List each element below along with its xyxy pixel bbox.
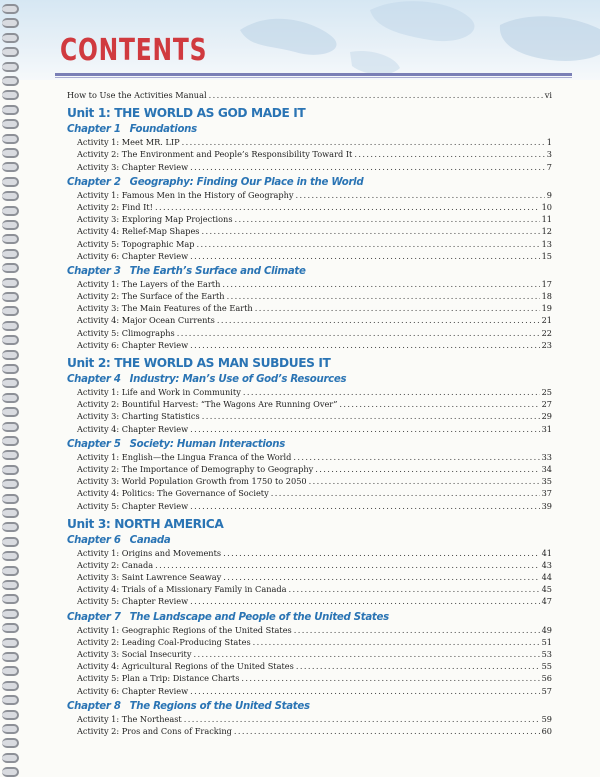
- toc-entry[interactable]: [67, 636, 552, 648]
- entry-page: 51: [541, 636, 552, 647]
- entry-label: Activity 1: English—the Lingua Franca of the World: [77, 451, 292, 462]
- dot-leader: [309, 475, 540, 487]
- entry-page: 35: [541, 476, 552, 487]
- spiral-ring: [0, 146, 20, 158]
- toc-entry[interactable]: [67, 410, 552, 422]
- dot-leader: [227, 290, 540, 302]
- spiral-binding: [0, 0, 22, 767]
- dot-leader: [241, 672, 539, 684]
- entry-page: 41: [541, 547, 552, 558]
- entry-page: 43: [541, 559, 552, 570]
- dot-leader: [223, 571, 539, 583]
- dot-leader: [243, 386, 540, 398]
- chapter-number: Chapter 1: [67, 124, 121, 136]
- entry-page: 3: [546, 149, 552, 160]
- spiral-ring: [0, 463, 20, 475]
- entry-page: 22: [541, 327, 552, 338]
- entry-page: 60: [541, 725, 552, 736]
- toc-entry[interactable]: [67, 290, 552, 302]
- entry-label: Activity 4: Trials of a Missionary Family in Canada: [77, 584, 287, 595]
- spiral-ring: [0, 448, 20, 460]
- toc-entry[interactable]: [67, 672, 552, 684]
- dot-leader: [155, 201, 540, 213]
- toc-entry[interactable]: [67, 547, 552, 559]
- entry-page: 17: [541, 278, 552, 289]
- toc-entry[interactable]: [67, 685, 552, 697]
- spiral-ring: [0, 261, 20, 273]
- toc-entry[interactable]: [67, 571, 552, 583]
- spiral-ring: [0, 16, 20, 28]
- title-rule: [55, 73, 572, 76]
- chapter-number: Chapter 8: [67, 700, 121, 712]
- chapter-number: Chapter 2: [67, 176, 121, 188]
- entry-page: 57: [541, 685, 552, 696]
- unit-heading: Unit 2: THE WORLD AS MAN SUBDUES IT: [67, 356, 331, 370]
- entry-page: 49: [541, 624, 552, 635]
- dot-leader: [293, 451, 539, 463]
- entry-page: 15: [541, 250, 552, 261]
- spiral-ring: [0, 132, 20, 144]
- spiral-ring: [0, 722, 20, 734]
- toc-entry[interactable]: [67, 660, 552, 672]
- dot-leader: [253, 636, 540, 648]
- spiral-ring: [0, 679, 20, 691]
- entry-page: 19: [541, 303, 552, 314]
- chapter-heading: [67, 438, 552, 451]
- world-map-background: [200, 0, 600, 80]
- entry-label: Activity 4: Politics: The Governance of Society: [77, 488, 269, 499]
- dot-leader: [182, 136, 545, 148]
- toc-entry[interactable]: [67, 148, 552, 160]
- spiral-ring: [0, 189, 20, 201]
- entry-label: Activity 4: Relief-Map Shapes: [77, 226, 200, 237]
- toc-entry[interactable]: [67, 250, 552, 262]
- spiral-ring: [0, 693, 20, 705]
- entry-label: Activity 3: World Population Growth from 1750 to 2050: [77, 476, 307, 487]
- page-title: CONTENTS: [60, 33, 208, 68]
- entry-page: 33: [541, 451, 552, 462]
- dot-leader: [271, 487, 540, 499]
- dot-leader: [235, 213, 540, 225]
- entry-page: 23: [541, 339, 552, 350]
- toc-entry[interactable]: [67, 500, 552, 512]
- entry-label: Activity 2: Pros and Cons of Fracking: [77, 725, 232, 736]
- dot-leader: [315, 463, 539, 475]
- entry-label: Activity 3: Chapter Review: [77, 161, 189, 172]
- toc-entry[interactable]: [67, 386, 552, 398]
- dot-leader: [223, 547, 540, 559]
- spiral-ring: [0, 175, 20, 187]
- dot-leader: [217, 314, 540, 326]
- chapter-title: The Landscape and People of the United States: [129, 611, 389, 623]
- toc-entry[interactable]: [67, 451, 552, 463]
- toc-entry[interactable]: [67, 136, 552, 148]
- toc-entry[interactable]: [67, 278, 552, 290]
- entry-label: Activity 2: Leading Coal-Producing States: [77, 636, 251, 647]
- spiral-ring: [0, 232, 20, 244]
- toc-entry[interactable]: [67, 398, 552, 410]
- toc-entry[interactable]: [67, 624, 552, 636]
- dot-leader: [197, 238, 540, 250]
- entry-label: Activity 5: Plan a Trip: Distance Charts: [77, 673, 240, 684]
- chapter-title: Canada: [129, 534, 171, 546]
- dot-leader: [177, 327, 540, 339]
- dot-leader: [155, 559, 539, 571]
- entry-page: 47: [541, 596, 552, 607]
- dot-leader: [184, 713, 540, 725]
- spiral-ring: [0, 160, 20, 172]
- spiral-ring: [0, 348, 20, 360]
- entry-label: Activity 1: Life and Work in Community: [77, 387, 241, 397]
- entry-label: Activity 1: Origins and Movements: [77, 547, 222, 558]
- entry-label: Activity 3: Saint Lawrence Seaway: [77, 572, 222, 583]
- toc-entry[interactable]: [67, 475, 552, 487]
- toc-entry[interactable]: [67, 327, 552, 339]
- dot-leader: [190, 339, 539, 351]
- chapter-title: The Regions of the United States: [129, 700, 310, 712]
- spiral-ring: [0, 578, 20, 590]
- entry-label: Activity 2: Canada: [77, 559, 154, 570]
- spiral-ring: [0, 304, 20, 316]
- chapter-heading: [67, 611, 552, 624]
- entry-label: Activity 5: Topographic Map: [77, 238, 195, 249]
- entry-label: Activity 1: Meet MR. LIP: [77, 137, 180, 148]
- spiral-ring: [0, 117, 20, 129]
- chapter-title: Geography: Finding Our Place in the World: [129, 176, 364, 188]
- toc-entry[interactable]: [67, 213, 552, 225]
- toc-entry[interactable]: [67, 201, 552, 213]
- unit-list: [67, 106, 552, 737]
- spiral-ring: [0, 247, 20, 259]
- dot-leader: [202, 410, 540, 422]
- spiral-ring: [0, 218, 20, 230]
- spiral-ring: [0, 290, 20, 302]
- toc-entry[interactable]: [67, 302, 552, 314]
- spiral-ring: [0, 2, 20, 14]
- dot-leader: [222, 278, 539, 290]
- entry-label: Activity 1: Famous Men in the History of Geography: [77, 189, 294, 200]
- dot-leader: [190, 161, 545, 173]
- spiral-ring: [0, 621, 20, 633]
- entry-page: 1: [546, 137, 552, 148]
- entry-page: 18: [541, 291, 552, 302]
- entry-label: Activity 1: The Northeast: [77, 713, 182, 724]
- spiral-ring: [0, 45, 20, 57]
- spiral-ring: [0, 31, 20, 43]
- page-header: [0, 0, 600, 80]
- entry-page: 27: [541, 399, 552, 410]
- dot-leader: [234, 725, 540, 737]
- entry-label: Activity 3: Social Insecurity: [77, 649, 192, 659]
- chapter-heading: [67, 373, 552, 386]
- entry-label: Activity 4: Chapter Review: [77, 423, 189, 434]
- entry-page: 56: [541, 673, 552, 684]
- entry-page: 45: [541, 584, 552, 595]
- spiral-ring: [0, 477, 20, 489]
- chapter-title: Society: Human Interactions: [129, 438, 285, 450]
- toc-entry[interactable]: [67, 487, 552, 499]
- toc-entry[interactable]: [67, 423, 552, 435]
- entry-label: Activity 1: Geographic Regions of the United States: [77, 624, 292, 635]
- spiral-ring: [0, 520, 20, 532]
- entry-page: 59: [541, 713, 552, 724]
- toc-entry-intro[interactable]: [67, 89, 552, 101]
- entry-label: Activity 6: Chapter Review: [77, 250, 189, 261]
- toc-entry[interactable]: [67, 238, 552, 250]
- entry-label: Activity 6: Chapter Review: [77, 685, 189, 696]
- dot-leader: [288, 583, 539, 595]
- entry-page: 37: [541, 488, 552, 499]
- dot-leader: [190, 500, 539, 512]
- entry-page: 39: [541, 500, 552, 511]
- entry-label: Activity 2: The Surface of the Earth: [77, 291, 225, 302]
- unit-heading: Unit 1: THE WORLD AS GOD MADE IT: [67, 106, 306, 121]
- chapter-title: Foundations: [129, 124, 197, 136]
- entry-page: 44: [541, 572, 552, 583]
- toc-entry[interactable]: [67, 189, 552, 201]
- entry-page: 12: [541, 226, 552, 237]
- toc-entry[interactable]: [67, 314, 552, 326]
- toc-entry[interactable]: [67, 463, 552, 475]
- dot-leader: [296, 189, 545, 201]
- dot-leader: [294, 624, 540, 636]
- entry-page: 25: [541, 387, 552, 397]
- spiral-ring: [0, 506, 20, 518]
- spiral-ring: [0, 636, 20, 648]
- toc-entry[interactable]: [67, 225, 552, 237]
- chapter-number: Chapter 3: [67, 265, 121, 277]
- dot-leader: [190, 250, 539, 262]
- dot-leader: [339, 398, 539, 410]
- chapter-heading: [67, 534, 552, 547]
- spiral-ring: [0, 708, 20, 720]
- spiral-ring: [0, 333, 20, 345]
- unit-heading: Unit 3: NORTH AMERICA: [67, 516, 224, 531]
- dot-leader: [190, 595, 539, 607]
- entry-label: Activity 2: The Importance of Demography to Geography: [77, 463, 314, 474]
- entry-label: Activity 6: Chapter Review: [77, 339, 189, 350]
- entry-label: Activity 3: The Main Features of the Earth: [77, 303, 253, 314]
- dot-leader: [202, 225, 540, 237]
- entry-label: Activity 2: Bountiful Harvest: “The Wagons Are Running Over”: [77, 399, 338, 410]
- entry-page: 21: [541, 315, 552, 326]
- entry-page: 7: [546, 161, 552, 172]
- dot-leader: [296, 660, 540, 672]
- spiral-ring: [0, 60, 20, 72]
- chapter-title: The Earth’s Surface and Climate: [129, 265, 306, 277]
- spiral-ring: [0, 391, 20, 403]
- entry-label: Activity 5: Chapter Review: [77, 596, 189, 607]
- dot-leader: [209, 89, 543, 101]
- entry-label: Activity 2: The Environment and People’s Responsibility Toward It: [77, 149, 353, 160]
- spiral-ring: [0, 420, 20, 432]
- entry-label: Activity 2: Find It!: [77, 201, 153, 212]
- toc-entry[interactable]: [67, 339, 552, 351]
- chapter-title: Industry: Man’s Use of God’s Resources: [129, 374, 347, 385]
- entry-label: Activity 1: The Layers of the Earth: [77, 278, 221, 289]
- entry-page: 10: [541, 201, 552, 212]
- toc-entry[interactable]: [67, 583, 552, 595]
- spiral-ring: [0, 492, 20, 504]
- entry-label: Activity 4: Agricultural Regions of the United States: [77, 661, 294, 672]
- spiral-ring: [0, 103, 20, 115]
- toc-entry[interactable]: [67, 595, 552, 607]
- spiral-ring: [0, 736, 20, 748]
- chapter-number: Chapter 5: [67, 438, 121, 450]
- spiral-ring: [0, 664, 20, 676]
- table-of-contents: [67, 89, 552, 737]
- spiral-ring: [0, 592, 20, 604]
- entry-page: 29: [541, 411, 552, 422]
- spiral-ring: [0, 405, 20, 417]
- spiral-ring: [0, 564, 20, 576]
- dot-leader: [190, 423, 539, 435]
- spiral-ring: [0, 362, 20, 374]
- chapter-heading: [67, 700, 552, 713]
- entry-page: 31: [541, 423, 552, 434]
- spiral-ring: [0, 535, 20, 547]
- spiral-ring: [0, 434, 20, 446]
- chapter-number: Chapter 6: [67, 534, 121, 546]
- entry-label: Activity 5: Chapter Review: [77, 500, 189, 511]
- dot-leader: [354, 148, 544, 160]
- dot-leader: [193, 648, 539, 660]
- chapter-heading: [67, 265, 552, 278]
- spiral-ring: [0, 607, 20, 619]
- entry-page: 55: [541, 661, 552, 672]
- spiral-ring: [0, 650, 20, 662]
- toc-entry[interactable]: [67, 559, 552, 571]
- spiral-ring: [0, 376, 20, 388]
- dot-leader: [255, 302, 540, 314]
- chapter-heading: [67, 176, 552, 189]
- entry-page: 34: [541, 463, 552, 474]
- spiral-ring: [0, 751, 20, 763]
- entry-label: Activity 5: Climographs: [77, 327, 175, 338]
- chapter-number: Chapter 7: [67, 611, 121, 623]
- spiral-ring: [0, 276, 20, 288]
- spiral-ring: [0, 204, 20, 216]
- title-rule-thin: [55, 77, 572, 78]
- toc-entry[interactable]: [67, 725, 552, 737]
- toc-entry[interactable]: [67, 713, 552, 725]
- spiral-ring: [0, 319, 20, 331]
- chapter-number: Chapter 4: [67, 374, 121, 385]
- entry-label: Activity 4: Major Ocean Currents: [77, 315, 215, 326]
- entry-label: Activity 3: Charting Statistics: [77, 411, 200, 422]
- toc-entry[interactable]: [67, 648, 552, 660]
- spiral-ring: [0, 549, 20, 561]
- spiral-ring: [0, 74, 20, 86]
- spiral-ring: [0, 88, 20, 100]
- chapter-heading: [67, 123, 552, 136]
- entry-page: 53: [541, 649, 552, 659]
- dot-leader: [190, 685, 539, 697]
- entry-page: 13: [541, 238, 552, 249]
- entry-page: 9: [546, 189, 552, 200]
- entry-label: How to Use the Activities Manual: [67, 90, 207, 100]
- entry-label: Activity 3: Exploring Map Projections: [77, 214, 233, 225]
- entry-page: vi: [544, 90, 552, 100]
- toc-entry[interactable]: [67, 161, 552, 173]
- entry-page: 11: [541, 214, 552, 225]
